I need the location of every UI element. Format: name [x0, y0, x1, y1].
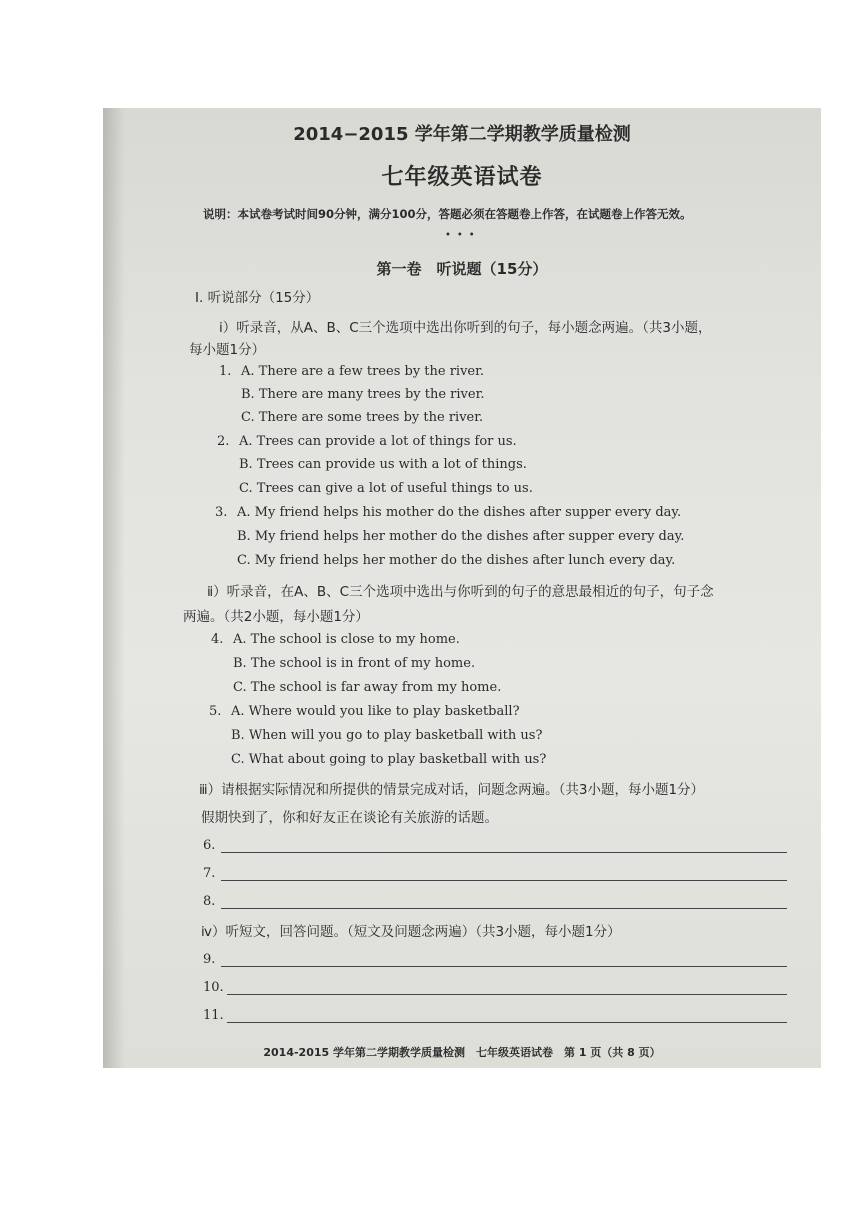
answer-number: 8.	[203, 894, 216, 909]
answer-line	[221, 852, 787, 853]
shadow	[103, 108, 125, 1068]
q4-option-b: B. The school is in front of my home.	[233, 656, 476, 671]
q3-option-b: B. My friend helps her mother do the dishes after supper every day.	[237, 529, 685, 544]
answer-number: 11.	[203, 1008, 224, 1023]
answer-line	[221, 966, 787, 967]
q1-option-b: B. There are many trees by the river.	[241, 387, 485, 402]
emphasis-dots: •••	[445, 230, 481, 241]
q5-option-c: C. What about going to play basketball with us?	[231, 752, 547, 767]
section3-scenario: 假期快到了，你和好友正在谈论有关旅游的话题。	[201, 810, 498, 826]
section-heading: Ⅰ. 听说部分（15分）	[195, 290, 320, 306]
q2-option-a: A. Trees can provide a lot of things for us.	[239, 434, 517, 449]
answer-number: 6.	[203, 838, 216, 853]
section3-instruction: ⅲ）请根据实际情况和所提供的情景完成对话，问题念两遍。（共3小题，每小题1分）	[199, 782, 705, 798]
exam-subtitle: 七年级英语试卷	[381, 165, 543, 190]
question-number: 1.	[219, 364, 232, 379]
q5-option-a: A. Where would you like to play basketball?	[231, 704, 520, 719]
section2-instruction-cont: 两遍。（共2小题，每小题1分）	[183, 609, 369, 625]
exam-instructions: 说明：本试卷考试时间90分钟，满分100分，答题必须在答题卷上作答，在试题卷上作答无效。	[203, 207, 692, 221]
answer-number: 10.	[203, 980, 224, 995]
q4-option-a: A. The school is close to my home.	[233, 632, 460, 647]
section2-instruction: ⅱ）听录音，在A、B、C三个选项中选出与你听到的句子的意思最相近的句子，句子念	[207, 584, 714, 600]
q4-option-c: C. The school is far away from my home.	[233, 680, 502, 695]
q2-option-b: B. Trees can provide us with a lot of things.	[239, 457, 527, 472]
q3-option-c: C. My friend helps her mother do the dishes after lunch every day.	[237, 553, 676, 568]
question-number: 2.	[217, 434, 230, 449]
part-title: 第一卷 听说题（15分）	[376, 260, 548, 278]
section1-instruction: ⅰ）听录音，从A、B、C三个选项中选出你听到的句子，每小题念两遍。（共3小题，	[219, 320, 712, 336]
question-number: 3.	[215, 505, 228, 520]
section4-instruction: ⅳ）听短文，回答问题。（短文及问题念两遍）（共3小题，每小题1分）	[201, 924, 621, 940]
page-footer: 2014-2015 学年第二学期教学质量检测 七年级英语试卷 第 1 页（共 8 页）	[263, 1046, 661, 1059]
answer-line	[221, 908, 787, 909]
q5-option-b: B. When will you go to play basketball with us?	[231, 728, 543, 743]
answer-line	[227, 994, 787, 995]
answer-line	[221, 880, 787, 881]
q1-option-c: C. There are some trees by the river.	[241, 410, 484, 425]
question-number: 4.	[211, 632, 224, 647]
answer-line	[227, 1022, 787, 1023]
exam-photo	[103, 108, 821, 1068]
q3-option-a: A. My friend helps his mother do the dishes after supper every day.	[237, 505, 682, 520]
q1-option-a: A. There are a few trees by the river.	[241, 364, 485, 379]
question-number: 5.	[209, 704, 222, 719]
answer-number: 7.	[203, 866, 216, 881]
exam-title: 2014−2015 学年第二学期教学质量检测	[293, 124, 631, 145]
section1-instruction-cont: 每小题1分）	[189, 342, 266, 358]
q2-option-c: C. Trees can give a lot of useful things to us.	[239, 481, 533, 496]
answer-number: 9.	[203, 952, 216, 967]
